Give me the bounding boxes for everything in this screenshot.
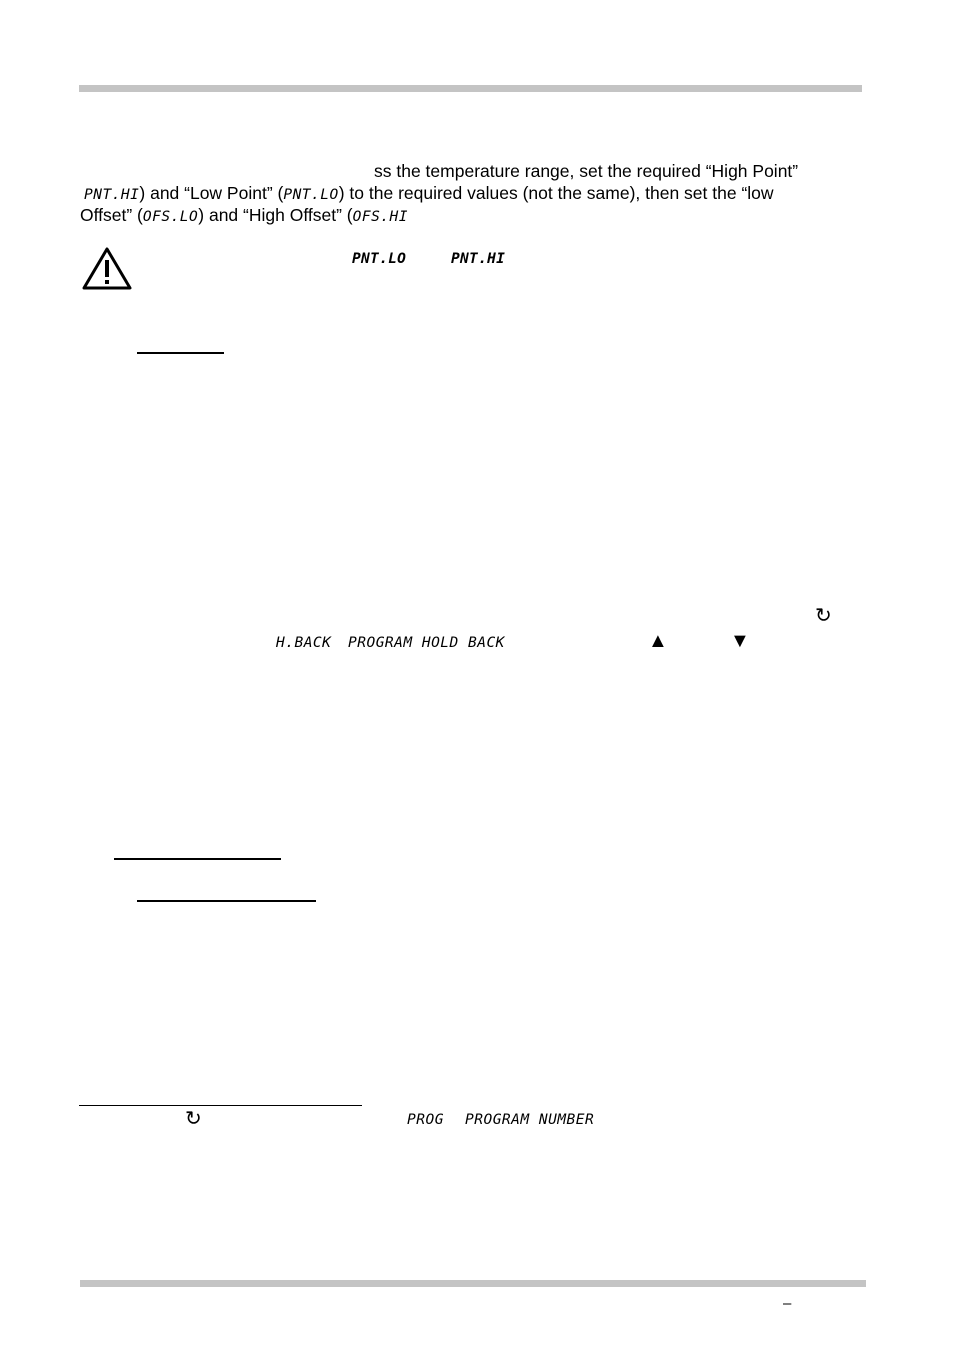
lcd-code-program-number: PROGRAM NUMBER <box>465 1112 595 1128</box>
lcd-code-pnt-lo: PNT.LO <box>283 187 339 203</box>
lcd-code-pnt-hi: PNT.HI <box>84 187 140 203</box>
lcd-code-h-back: H.BACK <box>276 635 332 651</box>
lcd-code-prog: PROG <box>407 1112 444 1128</box>
cycle-icon: ↻ <box>815 605 832 627</box>
down-arrow-icon: ▼ <box>730 630 750 652</box>
footer-dash: – <box>783 1295 792 1312</box>
body-text: Offset” ( <box>80 205 143 225</box>
footnote-separator <box>79 1105 362 1106</box>
subsection-heading-underline <box>137 900 316 902</box>
body-line-2 <box>84 182 774 206</box>
cycle-icon: ↻ <box>185 1108 202 1130</box>
body-text: ) and “Low Point” ( <box>139 183 284 203</box>
body-text: ) and “High Offset” ( <box>198 205 353 225</box>
section-heading-underline <box>114 858 281 860</box>
lcd-code-ofs-hi: OFS.HI <box>352 209 408 225</box>
body-line-3 <box>80 204 408 228</box>
body-text: ) to the required values (not the same), then set the “low <box>338 183 774 203</box>
lcd-code-pnt-lo: PNT.LO <box>352 251 407 267</box>
body-line-1: ss the temperature range, set the required “High Point” <box>374 161 799 181</box>
up-arrow-icon: ▲ <box>648 630 668 652</box>
footer-rule <box>80 1280 866 1287</box>
section-heading-underline <box>137 352 224 354</box>
header-rule <box>79 85 862 92</box>
lcd-code-pnt-hi: PNT.HI <box>451 251 506 267</box>
lcd-code-ofs-lo: OFS.LO <box>142 209 199 225</box>
warning-triangle-icon <box>81 247 133 291</box>
lcd-code-program-hold-back: PROGRAM HOLD BACK <box>348 635 505 651</box>
